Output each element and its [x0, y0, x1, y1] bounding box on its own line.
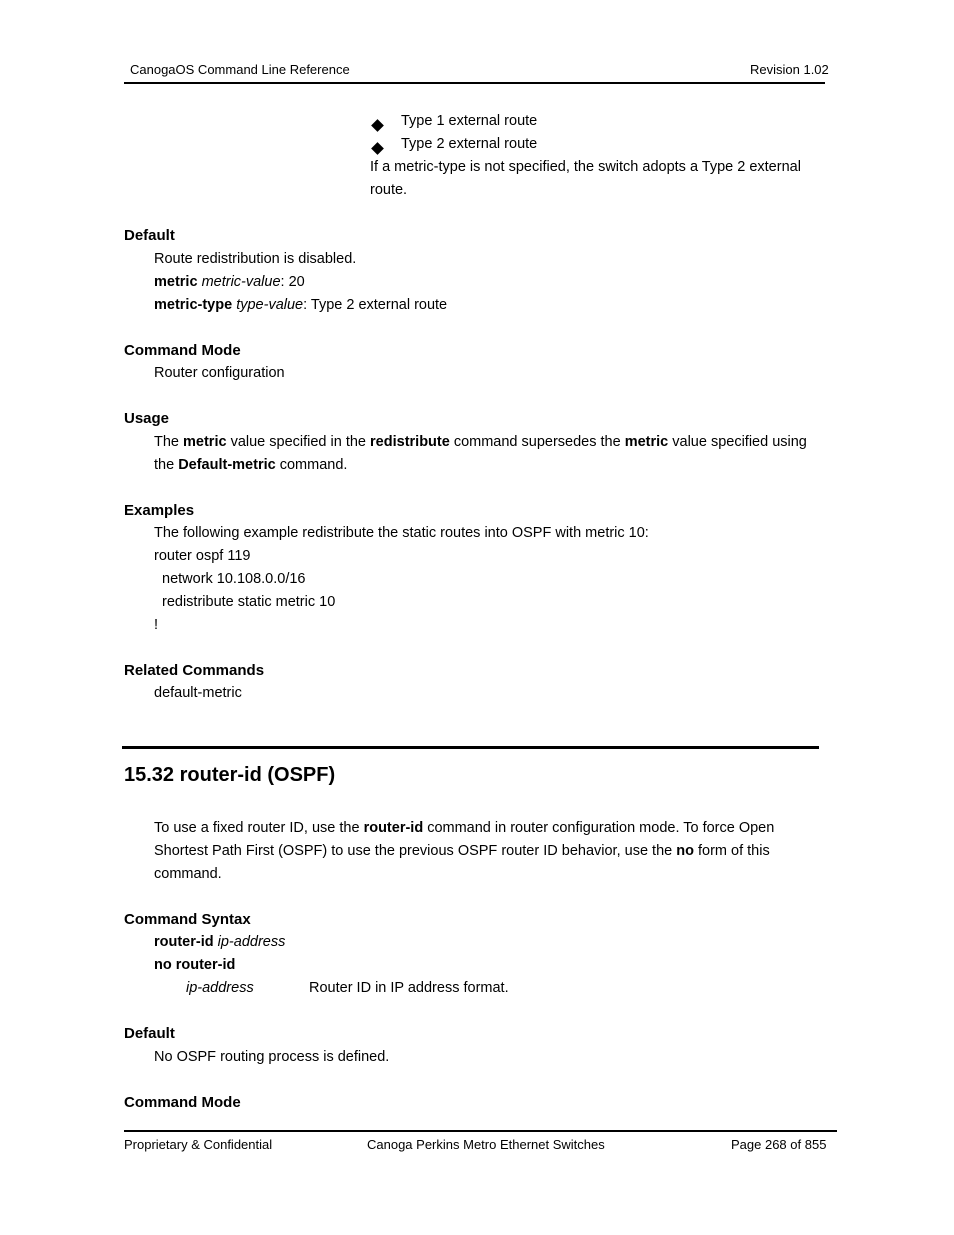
bullet-diamond-icon: [373, 140, 382, 158]
section-intro: To use a fixed router ID, use the router-id command in router configuration mode. To force Open: [154, 820, 775, 836]
examples-heading: Examples: [124, 502, 195, 519]
example-code-line: redistribute static metric 10: [162, 594, 336, 610]
metric-keyword: metric: [154, 274, 198, 290]
related-commands-heading: Related Commands: [124, 662, 265, 679]
command-mode-text: Router configuration: [154, 365, 285, 381]
default-metric-type-line: [154, 296, 447, 314]
header-rule: [124, 82, 825, 84]
usage-heading: Usage: [124, 410, 170, 427]
metric-type-keyword: metric-type: [154, 297, 233, 313]
footer-page-number: Page 268 of 855: [731, 1137, 827, 1152]
command-mode-heading: Command Mode: [124, 1094, 241, 1111]
section-intro-cont: Shortest Path First (OSPF) to use the previous OSPF router ID behavior, use the no form of this: [154, 843, 770, 859]
usage-text-cont: the Default-metric command.: [154, 457, 348, 473]
section-rule: [122, 746, 819, 749]
default-metric-line: [154, 273, 305, 291]
syntax-line: router-id ip-address: [154, 934, 286, 950]
default-heading: Default: [124, 227, 175, 244]
example-code-line: !: [154, 617, 159, 633]
section-intro-end: command.: [154, 866, 222, 882]
metric-type-arg: type-value: [236, 297, 304, 313]
metric-arg: metric-value: [201, 274, 281, 290]
related-command: default-metric: [154, 685, 242, 701]
command-mode-heading: Command Mode: [124, 342, 241, 359]
command-syntax-heading: Command Syntax: [124, 911, 251, 928]
section-title: 15.32 router-id (OSPF): [124, 764, 336, 786]
examples-intro: The following example redistribute the static routes into OSPF with metric 10:: [154, 525, 649, 541]
metric-type-note: If a metric-type is not specified, the switch adopts a Type 2 external: [370, 159, 801, 175]
default-heading: Default: [124, 1025, 175, 1042]
metric-type-value: : Type 2 external route: [303, 297, 448, 313]
default-text: No OSPF routing process is defined.: [154, 1049, 390, 1065]
header-revision: Revision 1.02: [750, 62, 829, 77]
syntax-no-line: no router-id: [154, 957, 236, 973]
metric-type-note-cont: route.: [370, 182, 408, 198]
param-description: Router ID in IP address format.: [309, 980, 509, 996]
usage-text: The metric value specified in the redistribute command supersedes the metric value specified using: [154, 434, 807, 450]
list-item: Type 2 external route: [401, 136, 538, 152]
metric-value: : 20: [280, 274, 305, 290]
bullet-diamond-icon: [373, 117, 382, 135]
list-item: Type 1 external route: [401, 113, 538, 129]
footer-center: Canoga Perkins Metro Ethernet Switches: [367, 1137, 605, 1152]
example-code-line: network 10.108.0.0/16: [162, 571, 306, 587]
header-doc-title: CanogaOS Command Line Reference: [130, 62, 350, 77]
example-code-line: router ospf 119: [154, 548, 251, 564]
footer-left: Proprietary & Confidential: [124, 1137, 273, 1152]
footer-rule: [124, 1130, 837, 1132]
default-text: Route redistribution is disabled.: [154, 251, 357, 267]
param-name: ip-address: [186, 980, 254, 996]
